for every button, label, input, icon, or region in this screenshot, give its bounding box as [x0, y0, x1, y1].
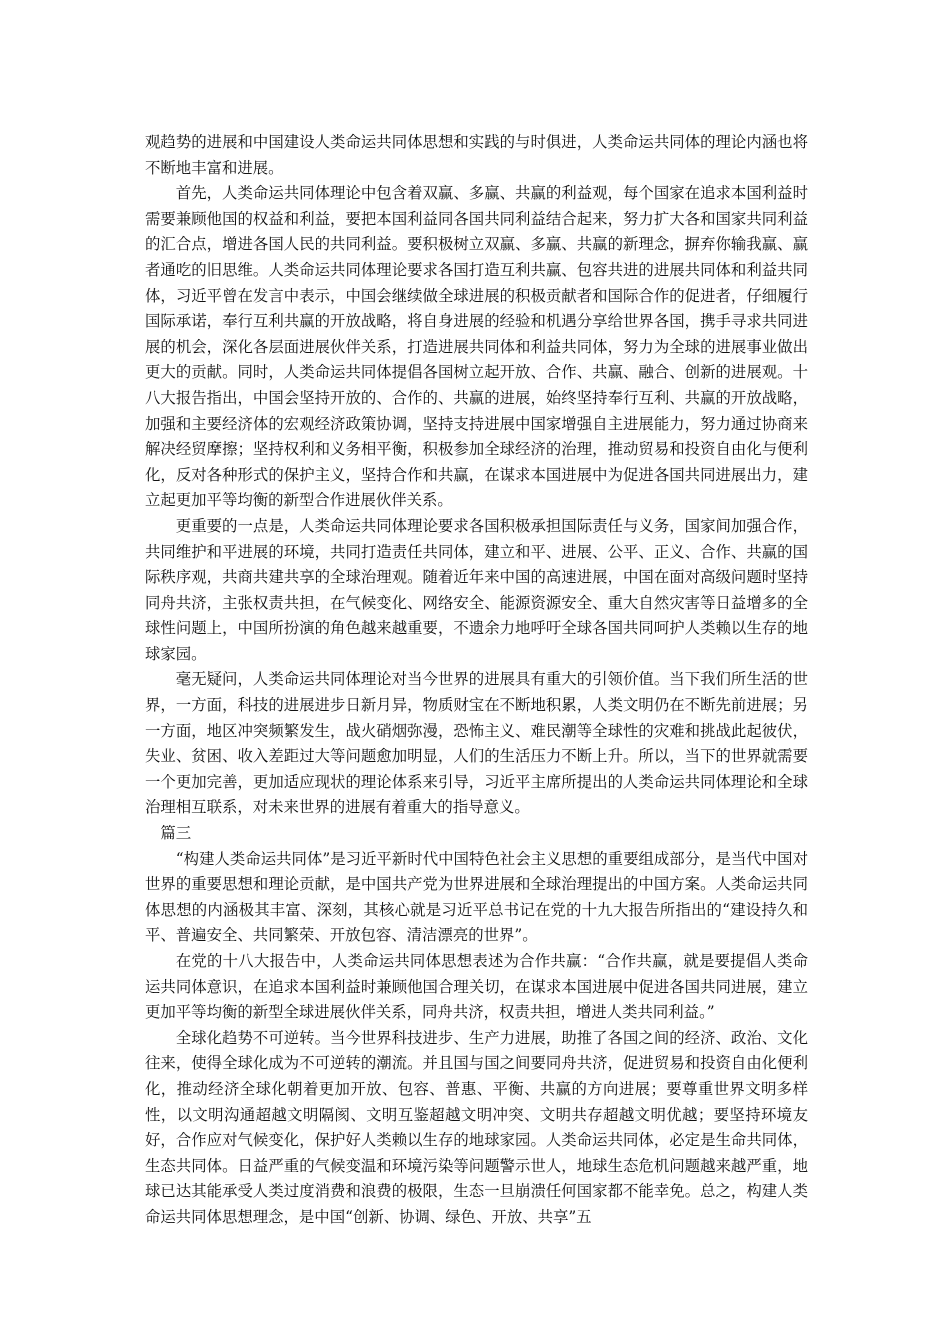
paragraph-shared-benefit: 首先，人类命运共同体理论中包含着双赢、多赢、共赢的利益观，每个国家在追求本国利益时需要兼顾他国的权益和利益，要把本国利益同各国共同利益结合起来，努力扩大各和国家共同利益的汇合点，增进各国人民的共同利益。要积极树立双赢、多赢、共赢的新理念，摒弃你输我赢、赢者通吃的旧思维。人类命运共同体理论要求各国打造互利共赢、包容共进的进展共同体和利益共同体，习近平曾在发言中表示，中国会继续做全球进展的积极贡献者和国际合作的促进者，仔细履行国际承诺，奉行互利共赢的开放战略，将自身进展的经验和机遇分享给世界各国，携手寻求共同进展的机会，深化各层面进展伙伴关系，打造进展共同体和利益共同体，努力为全球的进展事业做出更大的贡献。同时，人类命运共同体提倡各国树立起开放、合作、共赢、融合、创新的进展观。十八大报告指出，中国会坚持开放的、合作的、共赢的进展，始终坚持奉行互利、共赢的开放战略，加强和主要经济体的宏观经济政策协调，坚持支持进展中国家增强自主进展能力，努力通过协商来解决经贸摩擦；坚持权利和义务相平衡，积极参加全球经济的治理，推动贸易和投资自由化与便利化，反对各种形式的保护主义，坚持合作和共赢，在谋求本国进展中为促进各国共同进展出力，建立起更加平等均衡的新型合作进展伙伴关系。 [145, 184, 808, 510]
document-body [145, 130, 808, 1231]
paragraph-core-concept: “构建人类命运共同体”是习近平新时代中国特色社会主义思想的重要组成部分，是当代中国对世界的重要思想和理论贡献，是中国共产党为世界进展和全球治理提出的中国方案。人类命运共同体思想的内涵极其丰富、深刻，其核心就是习近平总书记在党的十九大报告所指出的“建设持久和平、普遍安全、共同繁荣、开放包容、清洁漂亮的世界”。 [145, 849, 808, 945]
paragraph-continuation: 观趋势的进展和中国建设人类命运共同体思想和实践的与时俱进，人类命运共同体的理论内涵也将不断地丰富和进展。 [145, 133, 808, 177]
paragraph-guiding-value: 毫无疑问，人类命运共同体理论对当今世界的进展具有重大的引领价值。当下我们所生活的世界，一方面，科技的进展进步日新月异，物质财宝在不断地积累，人类文明仍在不断先前进展；另一方面，地区冲突频繁发生，战火硝烟弥漫，恐怖主义、难民潮等全球性的灾难和挑战此起彼伏，失业、贫困、收入差距过大等问题愈加明显，人们的生活压力不断上升。所以，当下的世界就需要一个更加完善，更加适应现状的理论体系来引导，习近平主席所提出的人类命运共同体理论和全球治理相互联系，对未来世界的进展有着重大的指导意义。 [145, 670, 808, 817]
paragraph-eighteenth-congress: 在党的十八大报告中，人类命运共同体思想表述为合作共赢：“合作共赢，就是要提倡人类命运共同体意识，在追求本国利益时兼顾他国合理关切，在谋求本国进展中促进各国共同进展，建立更加平等均衡的新型全球进展伙伴关系，同舟共济，权责共担，增进人类共同利益。” [145, 952, 808, 1022]
paragraph-globalization: 全球化趋势不可逆转。当今世界科技进步、生产力进展，助推了各国之间的经济、政治、文化往来，使得全球化成为不可逆转的潮流。并且国与国之间要同舟共济，促进贸易和投资自由化便利化，推动经济全球化朝着更加开放、包容、普惠、平衡、共赢的方向进展；要尊重世界文明多样性，以文明沟通超越文明隔阂、文明互鉴超越文明冲突、文明共存超越文明优越；要坚持环境友好，合作应对气候变化，保护好人类赖以生存的地球家园。人类命运共同体，必定是生命共同体，生态共同体。日益严重的气候变温和环境污染等问题警示世人，地球生态危机问题越来越严重，地球已达其能承受人类过度消费和浪费的极限，生态一旦崩溃任何国家都不能幸免。总之，构建人类命运共同体思想理念，是中国“创新、协调、绿色、开放、共享”五 [145, 1028, 808, 1226]
paragraph-responsibility: 更重要的一点是，人类命运共同体理论要求各国积极承担国际责任与义务，国家间加强合作，共同维护和平进展的环境，共同打造责任共同体，建立和平、进展、公平、正义、合作、共赢的国际秩序观，共商共建共享的全球治理观。随着近年来中国的高速进展，中国在面对高级问题时坚持同舟共济，主张权责共担，在气候变化、网络安全、能源资源安全、重大自然灾害等日益增多的全球性问题上，中国所扮演的角色越来越重要，不遗余力地呼吁全球各国共同呵护人类赖以生存的地球家园。 [145, 516, 808, 663]
section-heading: 篇三 [160, 824, 192, 843]
